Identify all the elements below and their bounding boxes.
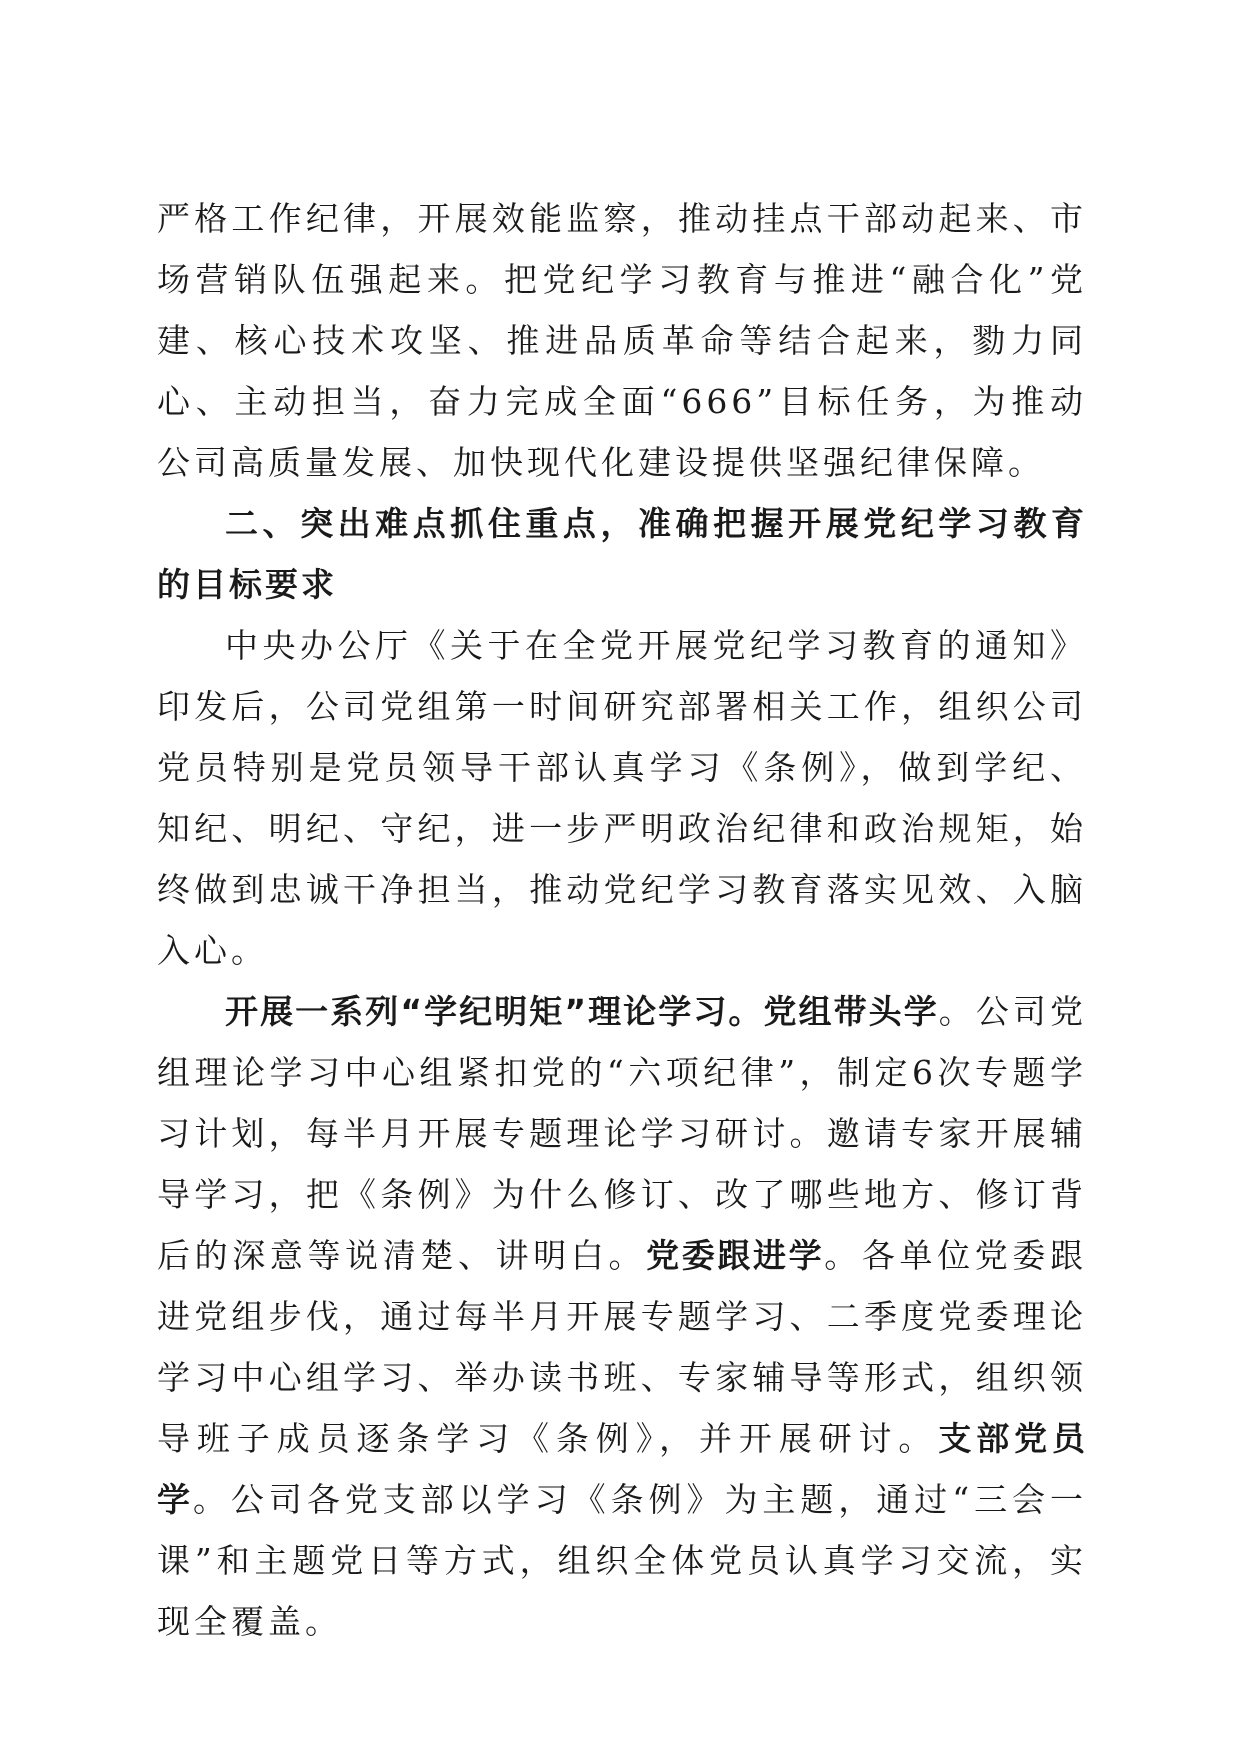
text-segment-1: 。公司党组理论学习中心组紧扣党的“六项纪律”，制定6次专题学习计划，每半月开展专题理论学习研讨。邀请专家开展辅导学习，把《条例》为什么修订、改了哪些地方、修订背后的深意等说清楚、讲明白。 xyxy=(157,992,1087,1275)
text-segment-2: 。各单位党委跟进党组步伐，通过每半月开展专题学习、二季度党委理论学习中心组学习、举办读书班、专家辅导等形式，组织领导班子成员逐条学习《条例》，并开展研讨。 xyxy=(157,1236,1087,1458)
section-heading-2: 二、突出难点抓住重点，准确把握开展党纪学习教育的目标要求 xyxy=(157,504,1087,604)
text-segment-3: 。公司各党支部以学习《条例》为主题，通过“三会一课”和主题党日等方式，组织全体党员认真学习交流，实现全覆盖。 xyxy=(157,1480,1088,1641)
bold-lead: 开展一系列“学纪明矩”理论学习。党组带头学 xyxy=(225,992,939,1031)
document-body xyxy=(157,188,1087,1652)
paragraph-continuation: 严格工作纪律，开展效能监察，推动挂点干部动起来、市场营销队伍强起来。把党纪学习教育与推进“融合化”党建、核心技术攻坚、推进品质革命等结合起来，勠力同心、主动担当，奋力完成全面“666”目标任务，为推动公司高质量发展、加快现代化建设提供坚强纪律保障。 xyxy=(157,199,1087,482)
paragraph-study-series xyxy=(157,981,1087,1652)
paragraph-notice: 中央办公厅《关于在全党开展党纪学习教育的通知》印发后，公司党组第一时间研究部署相关工作，组织公司党员特别是党员领导干部认真学习《条例》，做到学纪、知纪、明纪、守纪，进一步严明政治纪律和政治规矩，始终做到忠诚干净担当，推动党纪学习教育落实见效、入脑入心。 xyxy=(157,626,1087,970)
bold-committee-follow: 党委跟进学 xyxy=(646,1236,825,1275)
bold-branch-members: 支部党员学 xyxy=(157,1419,1088,1519)
